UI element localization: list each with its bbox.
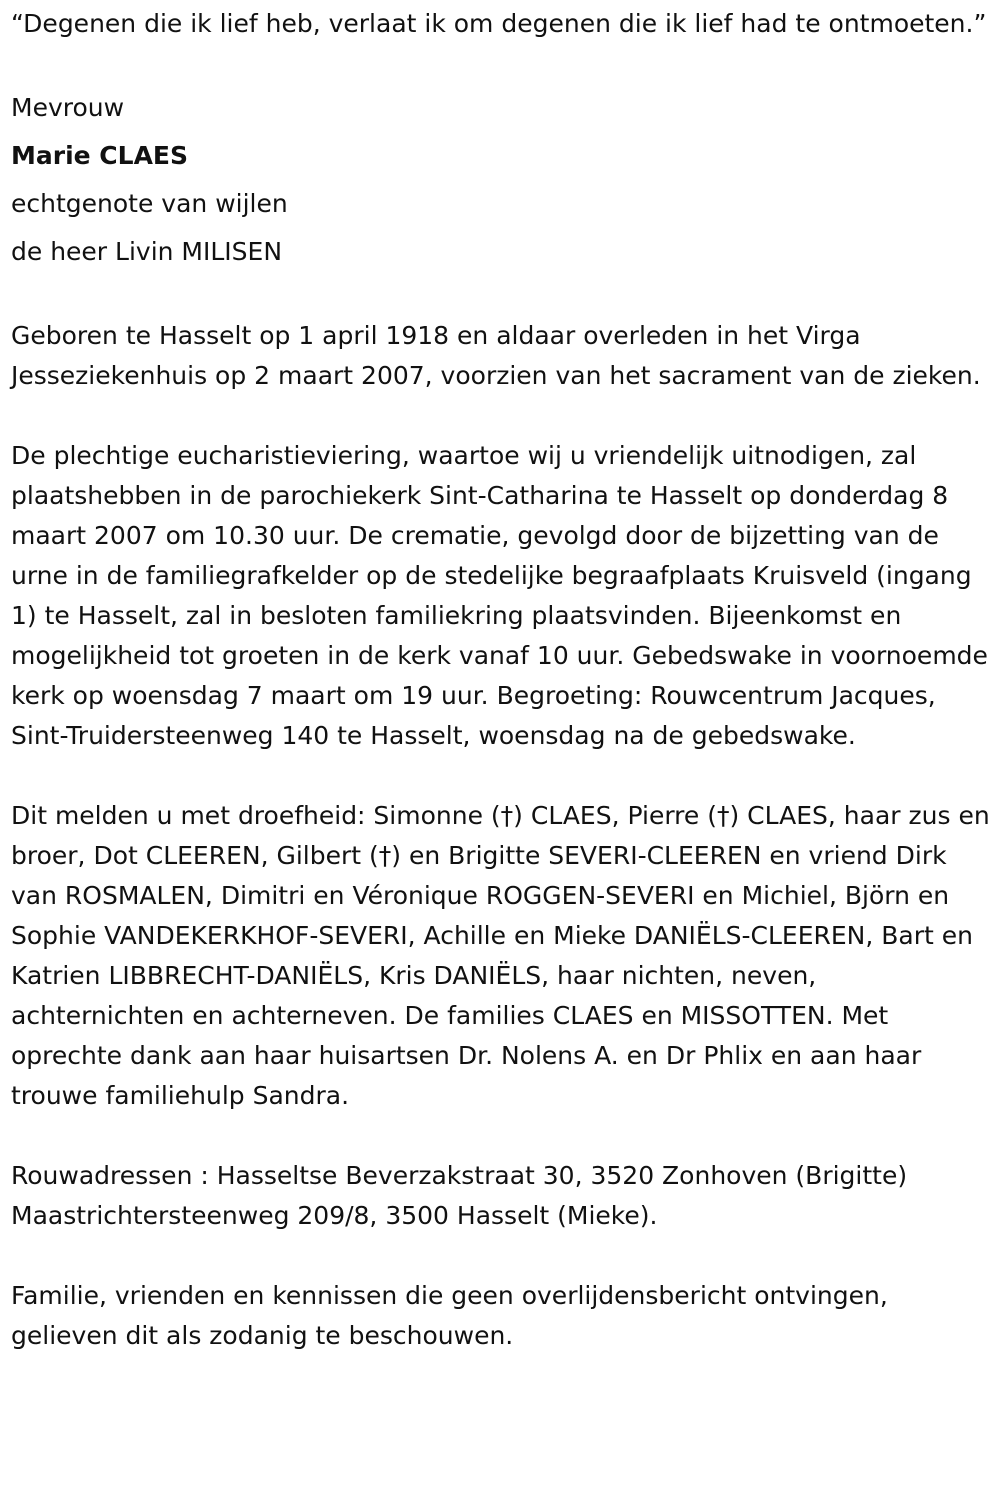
relation-label: echtgenote van wijlen: [11, 189, 288, 218]
opening-quote: “Degenen die ik lief heb, verlaat ik om degenen die ik lief had te ontmoeten.”: [11, 9, 987, 38]
deceased-name: Marie CLAES: [11, 141, 189, 170]
spouse-name: de heer Livin MILISEN: [11, 237, 283, 266]
birth-death-paragraph: Geboren te Hasselt op 1 april 1918 en aldaar overleden in het Virga Jesseziekenhuis op 2 maart 2007, voorzien van het sacrament van de zieken.: [11, 321, 981, 390]
ceremony-paragraph: De plechtige eucharistieviering, waartoe wij u vriendelijk uitnodigen, zal plaatshebben in de parochiekerk Sint-Catharina te Hasselt op donderdag 8 maart 2007 om 10.30 uur. De crematie, gevolgd door de bijzetting van de urne in de familiegrafkelder op de stedelijke begraafplaats Kruisveld (ingang 1) te Hasselt, zal in besloten familiekring plaatsvinden. Bijeenkomst en mogelijkheid tot groeten in de kerk vanaf 10 uur. Gebedswake in voornoemde kerk op woensdag 7 maart om 19 uur. Begroeting: Rouwcentrum Jacques, Sint-Truidersteenweg 140 te Hasselt, woensdag na de gebedswake.: [11, 441, 988, 750]
deceased-header: [11, 84, 990, 276]
honorific: Mevrouw: [11, 93, 125, 122]
mourning-addresses-paragraph: Rouwadressen : Hasseltse Beverzakstraat 30, 3520 Zonhoven (Brigitte) Maastrichtersteenweg 209/8, 3500 Hasselt (Mieke).: [11, 1161, 908, 1230]
closing-paragraph: Familie, vrienden en kennissen die geen overlijdensbericht ontvingen, gelieven dit als zodanig te beschouwen.: [11, 1281, 888, 1350]
family-announcement-paragraph: Dit melden u met droefheid: Simonne (†) CLAES, Pierre (†) CLAES, haar zus en broer, Dot CLEEREN, Gilbert (†) en Brigitte SEVERI-CLEEREN en vriend Dirk van ROSMALEN, Dimitri en Véronique ROGGEN-SEVERI en Michiel, Björn en Sophie VANDEKERKHOF-SEVERI, Achille en Mieke DANIËLS-CLEEREN, Bart en Katrien LIBBRECHT-DANIËLS, Kris DANIËLS, haar nichten, neven, achternichten en achterneven. De families CLAES en MISSOTTEN. Met oprechte dank aan haar huisartsen Dr. Nolens A. en Dr Phlix en aan haar trouwe familiehulp Sandra.: [11, 801, 990, 1110]
